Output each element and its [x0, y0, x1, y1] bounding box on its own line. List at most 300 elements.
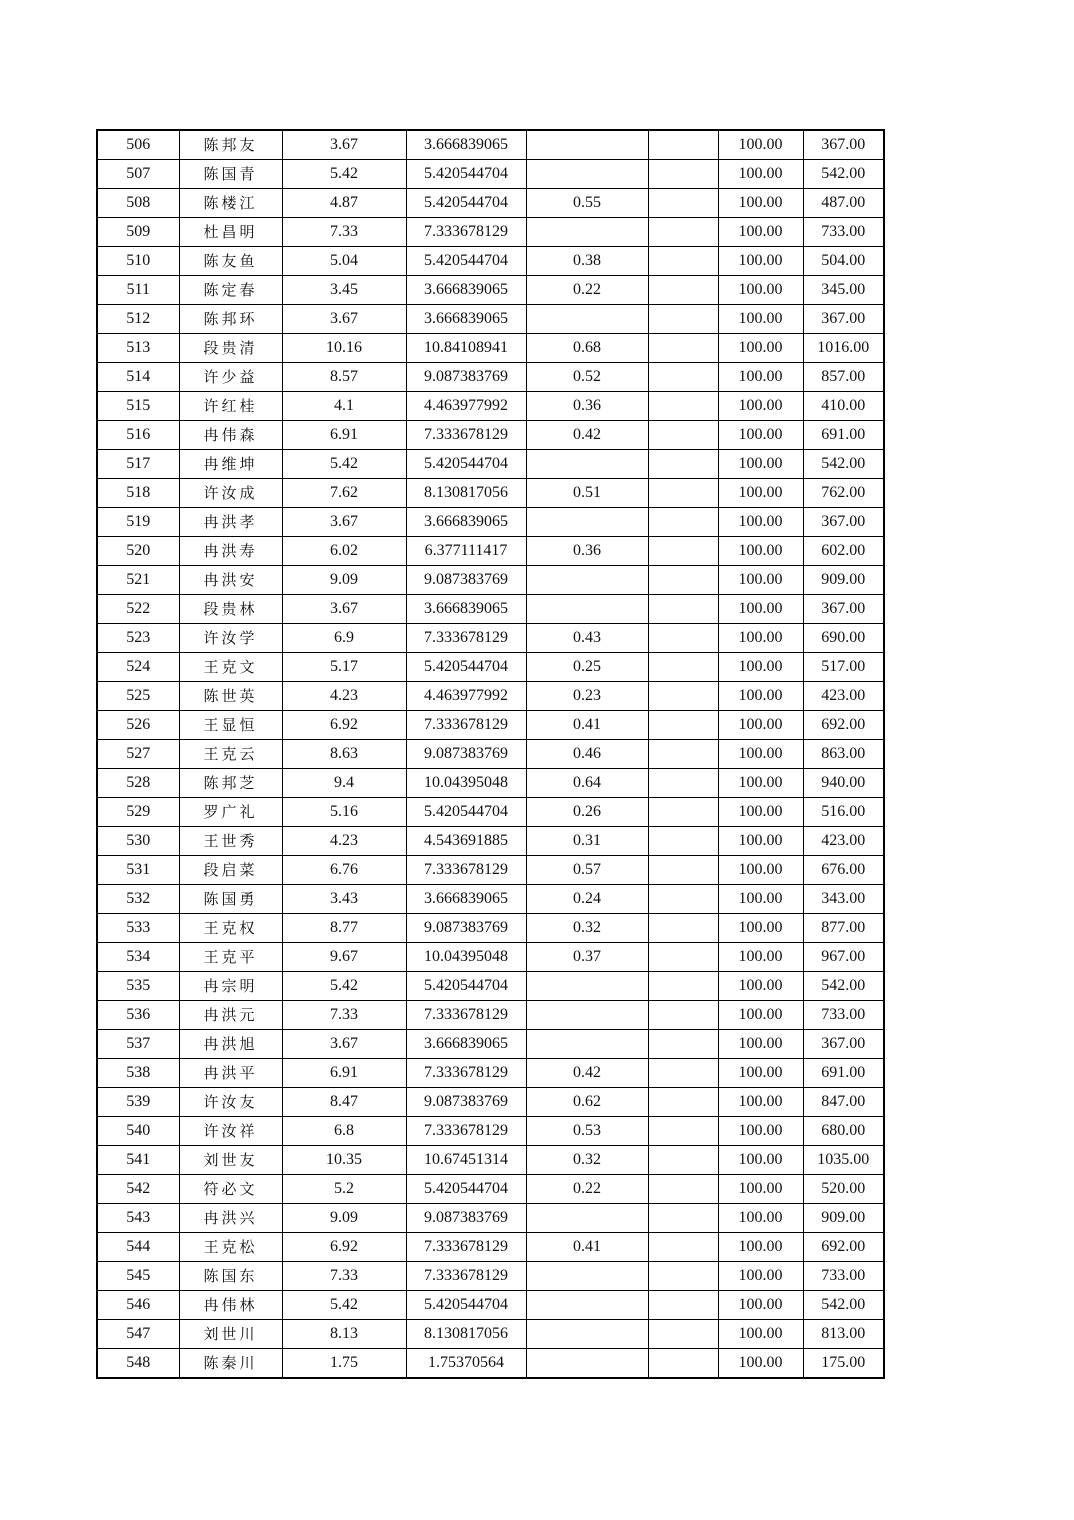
blank-cell — [648, 421, 718, 450]
name-cell: 冉维坤 — [179, 450, 282, 479]
row-number-cell: 534 — [97, 943, 179, 972]
unit-price-cell: 100.00 — [718, 218, 803, 247]
blank-cell — [648, 1146, 718, 1175]
table-row — [97, 1117, 884, 1146]
difference-cell: 0.53 — [526, 1117, 648, 1146]
table-row — [97, 421, 884, 450]
name-cell: 冉宗明 — [179, 972, 282, 1001]
unit-price-cell: 100.00 — [718, 508, 803, 537]
table-row — [97, 566, 884, 595]
amount-cell: 762.00 — [803, 479, 884, 508]
area-cell: 10.35 — [282, 1146, 406, 1175]
difference-cell: 0.41 — [526, 711, 648, 740]
difference-cell — [526, 1291, 648, 1320]
difference-cell: 0.43 — [526, 624, 648, 653]
amount-cell: 410.00 — [803, 392, 884, 421]
difference-cell: 0.36 — [526, 392, 648, 421]
amount-cell: 343.00 — [803, 885, 884, 914]
difference-cell — [526, 1320, 648, 1349]
amount-cell: 691.00 — [803, 421, 884, 450]
unit-price-cell: 100.00 — [718, 711, 803, 740]
name-cell: 段贵清 — [179, 334, 282, 363]
area-cell: 9.4 — [282, 769, 406, 798]
measured-area-cell: 7.333678129 — [406, 1001, 526, 1030]
area-cell: 9.09 — [282, 1204, 406, 1233]
blank-cell — [648, 885, 718, 914]
unit-price-cell: 100.00 — [718, 537, 803, 566]
amount-cell: 692.00 — [803, 1233, 884, 1262]
name-cell: 冉洪安 — [179, 566, 282, 595]
area-cell: 6.02 — [282, 537, 406, 566]
unit-price-cell: 100.00 — [718, 624, 803, 653]
amount-cell: 863.00 — [803, 740, 884, 769]
name-cell: 刘世川 — [179, 1320, 282, 1349]
area-cell: 6.9 — [282, 624, 406, 653]
area-cell: 5.42 — [282, 450, 406, 479]
amount-cell: 733.00 — [803, 1001, 884, 1030]
table-row — [97, 450, 884, 479]
area-cell: 7.62 — [282, 479, 406, 508]
blank-cell — [648, 130, 718, 160]
amount-cell: 345.00 — [803, 276, 884, 305]
amount-cell: 504.00 — [803, 247, 884, 276]
unit-price-cell: 100.00 — [718, 130, 803, 160]
row-number-cell: 536 — [97, 1001, 179, 1030]
table-row — [97, 1146, 884, 1175]
name-cell: 陈邦环 — [179, 305, 282, 334]
measured-area-cell: 7.333678129 — [406, 1059, 526, 1088]
unit-price-cell: 100.00 — [718, 827, 803, 856]
amount-cell: 520.00 — [803, 1175, 884, 1204]
area-cell: 6.92 — [282, 711, 406, 740]
area-cell: 4.1 — [282, 392, 406, 421]
difference-cell — [526, 595, 648, 624]
blank-cell — [648, 1117, 718, 1146]
amount-cell: 542.00 — [803, 1291, 884, 1320]
measured-area-cell: 6.377111417 — [406, 537, 526, 566]
amount-cell: 692.00 — [803, 711, 884, 740]
area-cell: 8.13 — [282, 1320, 406, 1349]
unit-price-cell: 100.00 — [718, 1320, 803, 1349]
amount-cell: 516.00 — [803, 798, 884, 827]
amount-cell: 676.00 — [803, 856, 884, 885]
table-row — [97, 537, 884, 566]
amount-cell: 367.00 — [803, 305, 884, 334]
measured-area-cell: 9.087383769 — [406, 363, 526, 392]
row-number-cell: 545 — [97, 1262, 179, 1291]
area-cell: 5.42 — [282, 972, 406, 1001]
blank-cell — [648, 334, 718, 363]
unit-price-cell: 100.00 — [718, 276, 803, 305]
area-cell: 3.45 — [282, 276, 406, 305]
row-number-cell: 521 — [97, 566, 179, 595]
area-cell: 3.67 — [282, 130, 406, 160]
area-cell: 3.67 — [282, 508, 406, 537]
measured-area-cell: 9.087383769 — [406, 566, 526, 595]
name-cell: 许汝学 — [179, 624, 282, 653]
row-number-cell: 542 — [97, 1175, 179, 1204]
measured-area-cell: 5.420544704 — [406, 1175, 526, 1204]
amount-cell: 813.00 — [803, 1320, 884, 1349]
area-cell: 7.33 — [282, 1262, 406, 1291]
unit-price-cell: 100.00 — [718, 1030, 803, 1059]
blank-cell — [648, 1291, 718, 1320]
name-cell: 冉洪寿 — [179, 537, 282, 566]
measured-area-cell: 9.087383769 — [406, 740, 526, 769]
difference-cell: 0.31 — [526, 827, 648, 856]
amount-cell: 542.00 — [803, 450, 884, 479]
measured-area-cell: 5.420544704 — [406, 160, 526, 189]
area-cell: 5.17 — [282, 653, 406, 682]
table-row — [97, 1320, 884, 1349]
difference-cell — [526, 1001, 648, 1030]
difference-cell — [526, 305, 648, 334]
blank-cell — [648, 972, 718, 1001]
name-cell: 冉洪平 — [179, 1059, 282, 1088]
measured-area-cell: 5.420544704 — [406, 450, 526, 479]
row-number-cell: 530 — [97, 827, 179, 856]
unit-price-cell: 100.00 — [718, 450, 803, 479]
area-cell: 7.33 — [282, 218, 406, 247]
table-row — [97, 798, 884, 827]
table-row — [97, 653, 884, 682]
area-cell: 10.16 — [282, 334, 406, 363]
table-row — [97, 769, 884, 798]
row-number-cell: 513 — [97, 334, 179, 363]
difference-cell: 0.23 — [526, 682, 648, 711]
amount-cell: 487.00 — [803, 189, 884, 218]
unit-price-cell: 100.00 — [718, 1262, 803, 1291]
area-cell: 5.42 — [282, 1291, 406, 1320]
difference-cell: 0.64 — [526, 769, 648, 798]
measured-area-cell: 4.463977992 — [406, 682, 526, 711]
amount-cell: 175.00 — [803, 1349, 884, 1379]
blank-cell — [648, 508, 718, 537]
blank-cell — [648, 711, 718, 740]
name-cell: 冉洪兴 — [179, 1204, 282, 1233]
name-cell: 陈秦川 — [179, 1349, 282, 1379]
table-row — [97, 1262, 884, 1291]
name-cell: 罗广礼 — [179, 798, 282, 827]
name-cell: 王克松 — [179, 1233, 282, 1262]
amount-cell: 423.00 — [803, 827, 884, 856]
row-number-cell: 511 — [97, 276, 179, 305]
measured-area-cell: 7.333678129 — [406, 856, 526, 885]
row-number-cell: 548 — [97, 1349, 179, 1379]
unit-price-cell: 100.00 — [718, 334, 803, 363]
area-cell: 4.23 — [282, 682, 406, 711]
name-cell: 王显恒 — [179, 711, 282, 740]
blank-cell — [648, 595, 718, 624]
name-cell: 陈楼江 — [179, 189, 282, 218]
name-cell: 王世秀 — [179, 827, 282, 856]
table-row — [97, 276, 884, 305]
blank-cell — [648, 653, 718, 682]
name-cell: 许汝友 — [179, 1088, 282, 1117]
row-number-cell: 525 — [97, 682, 179, 711]
row-number-cell: 541 — [97, 1146, 179, 1175]
table-row — [97, 160, 884, 189]
difference-cell: 0.24 — [526, 885, 648, 914]
amount-cell: 909.00 — [803, 566, 884, 595]
blank-cell — [648, 218, 718, 247]
measured-area-cell: 5.420544704 — [406, 189, 526, 218]
blank-cell — [648, 856, 718, 885]
unit-price-cell: 100.00 — [718, 479, 803, 508]
table-body — [97, 130, 884, 1378]
amount-cell: 857.00 — [803, 363, 884, 392]
blank-cell — [648, 537, 718, 566]
difference-cell: 0.68 — [526, 334, 648, 363]
blank-cell — [648, 392, 718, 421]
unit-price-cell: 100.00 — [718, 1175, 803, 1204]
name-cell: 陈世英 — [179, 682, 282, 711]
row-number-cell: 522 — [97, 595, 179, 624]
blank-cell — [648, 1030, 718, 1059]
blank-cell — [648, 1262, 718, 1291]
unit-price-cell: 100.00 — [718, 885, 803, 914]
row-number-cell: 507 — [97, 160, 179, 189]
amount-cell: 691.00 — [803, 1059, 884, 1088]
area-cell: 6.8 — [282, 1117, 406, 1146]
blank-cell — [648, 740, 718, 769]
measured-area-cell: 4.543691885 — [406, 827, 526, 856]
difference-cell — [526, 218, 648, 247]
name-cell: 王克平 — [179, 943, 282, 972]
measured-area-cell: 5.420544704 — [406, 247, 526, 276]
area-cell: 3.67 — [282, 305, 406, 334]
amount-cell: 847.00 — [803, 1088, 884, 1117]
row-number-cell: 533 — [97, 914, 179, 943]
blank-cell — [648, 682, 718, 711]
unit-price-cell: 100.00 — [718, 856, 803, 885]
table-row — [97, 1291, 884, 1320]
measured-area-cell: 7.333678129 — [406, 1117, 526, 1146]
blank-cell — [648, 1349, 718, 1379]
measured-area-cell: 5.420544704 — [406, 1291, 526, 1320]
blank-cell — [648, 189, 718, 218]
unit-price-cell: 100.00 — [718, 421, 803, 450]
difference-cell — [526, 1030, 648, 1059]
name-cell: 段启菜 — [179, 856, 282, 885]
name-cell: 段贵林 — [179, 595, 282, 624]
measured-area-cell: 8.130817056 — [406, 1320, 526, 1349]
difference-cell: 0.52 — [526, 363, 648, 392]
table-row — [97, 479, 884, 508]
area-cell: 5.2 — [282, 1175, 406, 1204]
difference-cell: 0.26 — [526, 798, 648, 827]
measured-area-cell: 9.087383769 — [406, 1088, 526, 1117]
amount-cell: 367.00 — [803, 1030, 884, 1059]
unit-price-cell: 100.00 — [718, 682, 803, 711]
difference-cell: 0.42 — [526, 1059, 648, 1088]
measured-area-cell: 1.75370564 — [406, 1349, 526, 1379]
unit-price-cell: 100.00 — [718, 595, 803, 624]
area-cell: 8.57 — [282, 363, 406, 392]
blank-cell — [648, 363, 718, 392]
table-row — [97, 1088, 884, 1117]
measured-area-cell: 5.420544704 — [406, 972, 526, 1001]
measured-area-cell: 3.666839065 — [406, 508, 526, 537]
unit-price-cell: 100.00 — [718, 160, 803, 189]
table-row — [97, 1030, 884, 1059]
blank-cell — [648, 1001, 718, 1030]
row-number-cell: 519 — [97, 508, 179, 537]
measured-area-cell: 7.333678129 — [406, 711, 526, 740]
unit-price-cell: 100.00 — [718, 653, 803, 682]
difference-cell — [526, 566, 648, 595]
blank-cell — [648, 624, 718, 653]
table-row — [97, 130, 884, 160]
measured-area-cell: 3.666839065 — [406, 595, 526, 624]
table-row — [97, 740, 884, 769]
measured-area-cell: 3.666839065 — [406, 1030, 526, 1059]
table-row — [97, 1001, 884, 1030]
difference-cell — [526, 450, 648, 479]
name-cell: 符必文 — [179, 1175, 282, 1204]
table-row — [97, 1233, 884, 1262]
area-cell: 4.87 — [282, 189, 406, 218]
amount-cell: 1035.00 — [803, 1146, 884, 1175]
blank-cell — [648, 276, 718, 305]
difference-cell — [526, 160, 648, 189]
difference-cell — [526, 1349, 648, 1379]
table-row — [97, 595, 884, 624]
row-number-cell: 538 — [97, 1059, 179, 1088]
difference-cell: 0.51 — [526, 479, 648, 508]
unit-price-cell: 100.00 — [718, 914, 803, 943]
unit-price-cell: 100.00 — [718, 1146, 803, 1175]
row-number-cell: 537 — [97, 1030, 179, 1059]
unit-price-cell: 100.00 — [718, 769, 803, 798]
measured-area-cell: 7.333678129 — [406, 1262, 526, 1291]
measured-area-cell: 3.666839065 — [406, 130, 526, 160]
difference-cell: 0.62 — [526, 1088, 648, 1117]
amount-cell: 367.00 — [803, 508, 884, 537]
difference-cell: 0.38 — [526, 247, 648, 276]
area-cell: 3.67 — [282, 595, 406, 624]
area-cell: 6.92 — [282, 1233, 406, 1262]
difference-cell — [526, 508, 648, 537]
unit-price-cell: 100.00 — [718, 392, 803, 421]
table-row — [97, 711, 884, 740]
amount-cell: 909.00 — [803, 1204, 884, 1233]
difference-cell: 0.55 — [526, 189, 648, 218]
amount-cell: 733.00 — [803, 1262, 884, 1291]
table-row — [97, 1059, 884, 1088]
blank-cell — [648, 479, 718, 508]
row-number-cell: 510 — [97, 247, 179, 276]
table-row — [97, 1349, 884, 1379]
row-number-cell: 524 — [97, 653, 179, 682]
row-number-cell: 547 — [97, 1320, 179, 1349]
area-cell: 5.42 — [282, 160, 406, 189]
amount-cell: 680.00 — [803, 1117, 884, 1146]
blank-cell — [648, 1059, 718, 1088]
row-number-cell: 514 — [97, 363, 179, 392]
name-cell: 刘世友 — [179, 1146, 282, 1175]
table-row — [97, 682, 884, 711]
table-row — [97, 885, 884, 914]
table-row — [97, 856, 884, 885]
amount-cell: 367.00 — [803, 130, 884, 160]
measured-area-cell: 4.463977992 — [406, 392, 526, 421]
row-number-cell: 518 — [97, 479, 179, 508]
amount-cell: 733.00 — [803, 218, 884, 247]
blank-cell — [648, 1088, 718, 1117]
name-cell: 许红桂 — [179, 392, 282, 421]
amount-cell: 1016.00 — [803, 334, 884, 363]
name-cell: 冉伟林 — [179, 1291, 282, 1320]
blank-cell — [648, 798, 718, 827]
row-number-cell: 528 — [97, 769, 179, 798]
row-number-cell: 535 — [97, 972, 179, 1001]
measured-area-cell: 7.333678129 — [406, 1233, 526, 1262]
table-row — [97, 827, 884, 856]
area-cell: 6.91 — [282, 1059, 406, 1088]
row-number-cell: 520 — [97, 537, 179, 566]
unit-price-cell: 100.00 — [718, 247, 803, 276]
unit-price-cell: 100.00 — [718, 189, 803, 218]
amount-cell: 940.00 — [803, 769, 884, 798]
measured-area-cell: 10.04395048 — [406, 769, 526, 798]
area-cell: 8.63 — [282, 740, 406, 769]
amount-cell: 423.00 — [803, 682, 884, 711]
unit-price-cell: 100.00 — [718, 1291, 803, 1320]
area-cell: 5.04 — [282, 247, 406, 276]
unit-price-cell: 100.00 — [718, 1117, 803, 1146]
amount-cell: 602.00 — [803, 537, 884, 566]
data-table — [96, 129, 885, 1379]
table-row — [97, 1204, 884, 1233]
difference-cell: 0.37 — [526, 943, 648, 972]
table-row — [97, 508, 884, 537]
name-cell: 王克云 — [179, 740, 282, 769]
difference-cell: 0.22 — [526, 276, 648, 305]
measured-area-cell: 7.333678129 — [406, 421, 526, 450]
measured-area-cell: 10.84108941 — [406, 334, 526, 363]
area-cell: 3.43 — [282, 885, 406, 914]
table-row — [97, 392, 884, 421]
table-row — [97, 624, 884, 653]
name-cell: 冉洪孝 — [179, 508, 282, 537]
measured-area-cell: 5.420544704 — [406, 653, 526, 682]
table-row — [97, 218, 884, 247]
name-cell: 陈国勇 — [179, 885, 282, 914]
table-row — [97, 305, 884, 334]
area-cell: 9.67 — [282, 943, 406, 972]
amount-cell: 542.00 — [803, 160, 884, 189]
amount-cell: 542.00 — [803, 972, 884, 1001]
unit-price-cell: 100.00 — [718, 305, 803, 334]
table-row — [97, 334, 884, 363]
measured-area-cell: 3.666839065 — [406, 885, 526, 914]
unit-price-cell: 100.00 — [718, 566, 803, 595]
measured-area-cell: 7.333678129 — [406, 624, 526, 653]
row-number-cell: 512 — [97, 305, 179, 334]
difference-cell — [526, 1262, 648, 1291]
unit-price-cell: 100.00 — [718, 740, 803, 769]
name-cell: 冉洪元 — [179, 1001, 282, 1030]
amount-cell: 877.00 — [803, 914, 884, 943]
row-number-cell: 509 — [97, 218, 179, 247]
row-number-cell: 529 — [97, 798, 179, 827]
blank-cell — [648, 914, 718, 943]
unit-price-cell: 100.00 — [718, 363, 803, 392]
name-cell: 杜昌明 — [179, 218, 282, 247]
name-cell: 许少益 — [179, 363, 282, 392]
blank-cell — [648, 1233, 718, 1262]
